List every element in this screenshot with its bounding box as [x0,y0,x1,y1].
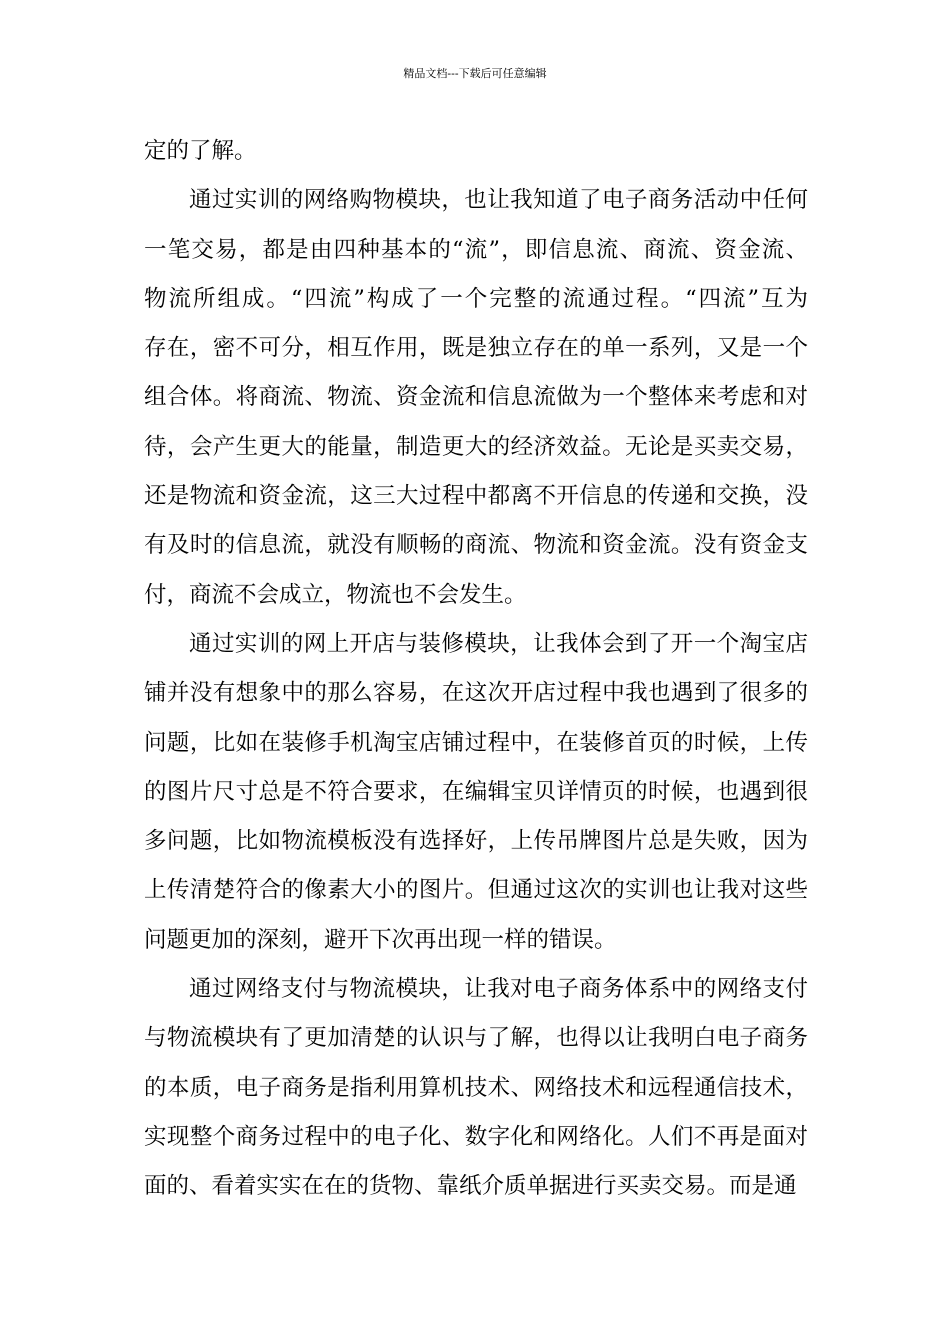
text-line: 的本质，电子商务是指利用算机技术、网络技术和远程通信技术， [144,1074,808,1101]
text-line: 铺并没有想象中的那么容易，在这次开店过程中我也遇到了很多的 [144,680,808,707]
text-line: 一笔交易，都是由四种基本的“流”，即信息流、商流、资金流、 [144,236,808,263]
text-line: 实现整个商务过程中的电子化、数字化和网络化。人们不再是面对 [144,1123,808,1150]
text-line: 待，会产生更大的能量，制造更大的经济效益。无论是买卖交易， [144,433,808,460]
text-line: 付，商流不会成立，物流也不会发生。 [144,581,527,608]
text-line: 上传清楚符合的像素大小的图片。但通过这次的实训也让我对这些 [144,877,808,904]
text-line: 问题，比如在装修手机淘宝店铺过程中，在装修首页的时候，上传 [144,729,808,756]
text-line: 的图片尺寸总是不符合要求，在编辑宝贝详情页的时候，也遇到很 [144,778,808,805]
document-body [144,127,808,1212]
text-line: 与物流模块有了更加清楚的认识与了解，也得以让我明白电子商务 [144,1025,808,1052]
text-line: 物流所组成。“四流”构成了一个完整的流通过程。“四流”互为 [144,285,808,312]
text-line: 有及时的信息流，就没有顺畅的商流、物流和资金流。没有资金支 [144,532,808,559]
text-line: 通过实训的网络购物模块，也让我知道了电子商务活动中任何 [189,187,808,214]
text-line: 通过网络支付与物流模块，让我对电子商务体系中的网络支付 [189,976,808,1003]
text-line: 面的、看着实实在在的货物、靠纸介质单据进行买卖交易。而是通 [144,1173,797,1200]
text-line: 存在，密不可分，相互作用，既是独立存在的单一系列，又是一个 [144,335,808,362]
paragraph [144,127,808,176]
page-header: 精品文档---下载后可任意编辑 [403,67,547,80]
paragraph [144,176,808,620]
text-line: 定的了解。 [144,138,257,164]
text-line: 还是物流和资金流，这三大过程中都离不开信息的传递和交换，没 [144,483,808,510]
text-line: 组合体。将商流、物流、资金流和信息流做为一个整体来考虑和对 [144,384,808,411]
text-line: 多问题，比如物流模板没有选择好，上传吊牌图片总是失败，因为 [144,828,808,855]
paragraph [144,965,808,1211]
paragraph [144,620,808,965]
text-line: 问题更加的深刻，避开下次再出现一样的错误。 [144,926,617,953]
text-line: 通过实训的网上开店与装修模块，让我体会到了开一个淘宝店 [189,630,808,657]
